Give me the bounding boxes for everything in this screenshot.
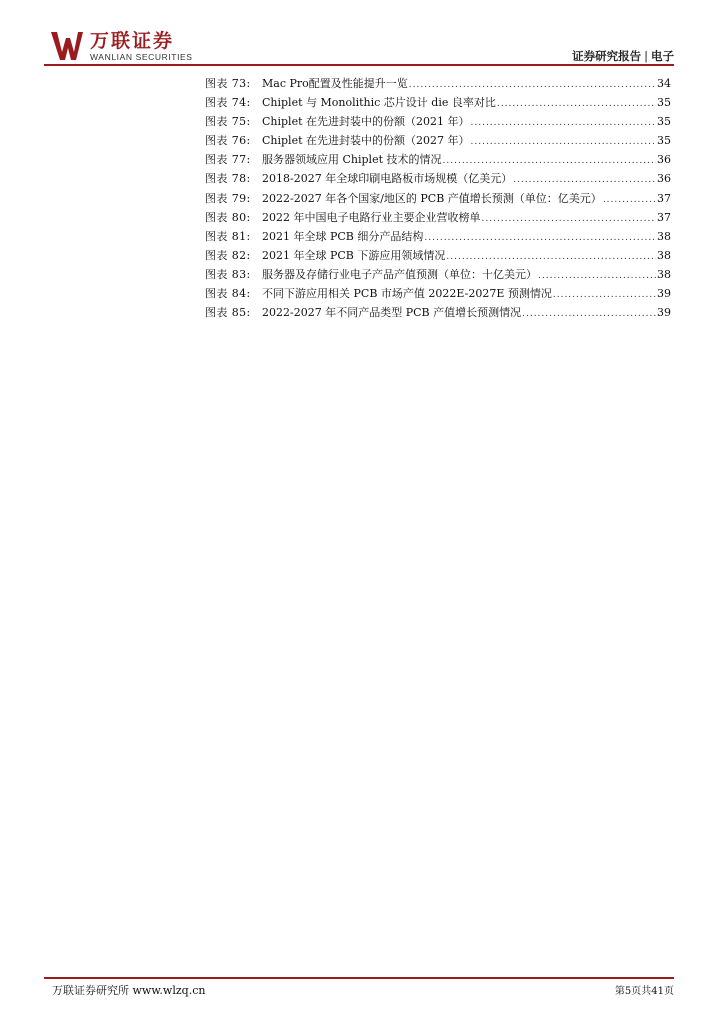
toc-figure-number: 图表 82: (205, 248, 251, 262)
toc-dot-leader (497, 95, 656, 114)
toc-dot-leader (482, 210, 657, 229)
report-category (572, 48, 674, 64)
toc-dot-leader (471, 114, 657, 133)
toc-dot-leader (553, 286, 656, 305)
toc-figure-title: 2022 年中国电子电路行业主要企业营收榜单 (262, 210, 481, 224)
toc-figure-number: 图表 85: (205, 306, 251, 320)
sector-label: 电子 (651, 49, 674, 63)
toc-figure-number: 图表 84: (205, 287, 251, 301)
toc-page-number: 38 (657, 267, 671, 281)
toc-figure-title: 2018-2027 年全球印刷电路板市场规模（亿美元） (262, 172, 513, 186)
company-logo (50, 30, 193, 64)
toc-figure-number: 图表 78: (205, 172, 251, 186)
toc-entry[interactable] (205, 227, 671, 246)
toc-figure-title: 服务器及存储行业电子产品产值预测（单位：十亿美元） (262, 267, 537, 281)
toc-dot-leader (424, 229, 656, 248)
logo-english-name: WANLIAN SECURITIES (90, 52, 193, 62)
toc-page-number: 38 (657, 229, 671, 243)
toc-page-number: 35 (657, 115, 671, 129)
toc-figure-number: 图表 76: (205, 134, 251, 148)
logo-chinese-name: 万联证券 (90, 30, 175, 52)
toc-figure-title: Chiplet 在先进封装中的份额（2027 年） (262, 134, 470, 148)
toc-page-number: 36 (657, 172, 671, 186)
toc-entry[interactable] (205, 150, 671, 169)
header-divider (44, 64, 674, 66)
toc-page-number: 39 (657, 306, 671, 320)
toc-figure-title: 2022-2027 年不同产品类型 PCB 产值增长预测情况 (262, 306, 522, 320)
toc-figure-title: 2021 年全球 PCB 下游应用领域情况 (262, 248, 446, 262)
toc-entry[interactable] (205, 74, 671, 93)
toc-page-number: 38 (657, 248, 671, 262)
toc-entry[interactable] (205, 265, 671, 284)
toc-figure-number: 图表 80: (205, 210, 251, 224)
toc-entry[interactable] (205, 303, 671, 322)
toc-entry[interactable] (205, 112, 671, 131)
toc-figure-title: 服务器领域应用 Chiplet 技术的情况 (262, 153, 442, 167)
toc-figure-number: 图表 79: (205, 191, 251, 205)
toc-entry[interactable] (205, 208, 671, 227)
toc-entry[interactable] (205, 131, 671, 150)
toc-figure-number: 图表 81: (205, 229, 251, 243)
toc-entry[interactable] (205, 284, 671, 303)
wanlian-logo-icon (50, 30, 84, 62)
toc-entry[interactable] (205, 93, 671, 112)
page-header (44, 26, 674, 66)
toc-page-number: 36 (657, 153, 671, 167)
toc-figure-title: 2021 年全球 PCB 细分产品结构 (262, 229, 424, 243)
toc-figure-title: 2022-2027 年各个国家/地区的 PCB 产值增长预测（单位：亿美元） (262, 191, 602, 205)
footer-divider (44, 977, 674, 979)
toc-entry[interactable] (205, 189, 671, 208)
toc-entry[interactable] (205, 246, 671, 265)
page-number: 第5页共41页 (614, 986, 674, 997)
toc-dot-leader (522, 305, 656, 324)
toc-figure-number: 图表 83: (205, 267, 251, 281)
footer-source: 万联证券研究所 www.wlzq.cn (52, 984, 206, 997)
toc-figure-number: 图表 77: (205, 153, 251, 167)
toc-figure-number: 图表 73: (205, 77, 251, 90)
header-separator: | (644, 49, 648, 63)
toc-figure-title: Chiplet 在先进封装中的份额（2021 年） (262, 115, 470, 129)
toc-page-number: 37 (657, 210, 671, 224)
toc-dot-leader (538, 267, 656, 286)
toc-page-number: 39 (657, 287, 671, 301)
figure-list (205, 74, 671, 322)
toc-page-number: 34 (657, 77, 671, 90)
toc-figure-title: Mac Pro配置及性能提升一览 (262, 77, 408, 90)
toc-figure-title: 不同下游应用相关 PCB 市场产值 2022E-2027E 预测情况 (262, 287, 552, 301)
toc-dot-leader (603, 191, 656, 210)
toc-figure-number: 图表 74: (205, 96, 251, 110)
toc-figure-title: Chiplet 与 Monolithic 芯片设计 die 良率对比 (262, 96, 496, 110)
toc-entry[interactable] (205, 169, 671, 188)
toc-dot-leader (471, 133, 657, 152)
toc-page-number: 37 (657, 191, 671, 205)
toc-figure-number: 图表 75: (205, 115, 251, 129)
toc-page-number: 35 (657, 134, 671, 148)
report-type-label: 证券研究报告 (572, 49, 642, 63)
toc-page-number: 35 (657, 96, 671, 110)
